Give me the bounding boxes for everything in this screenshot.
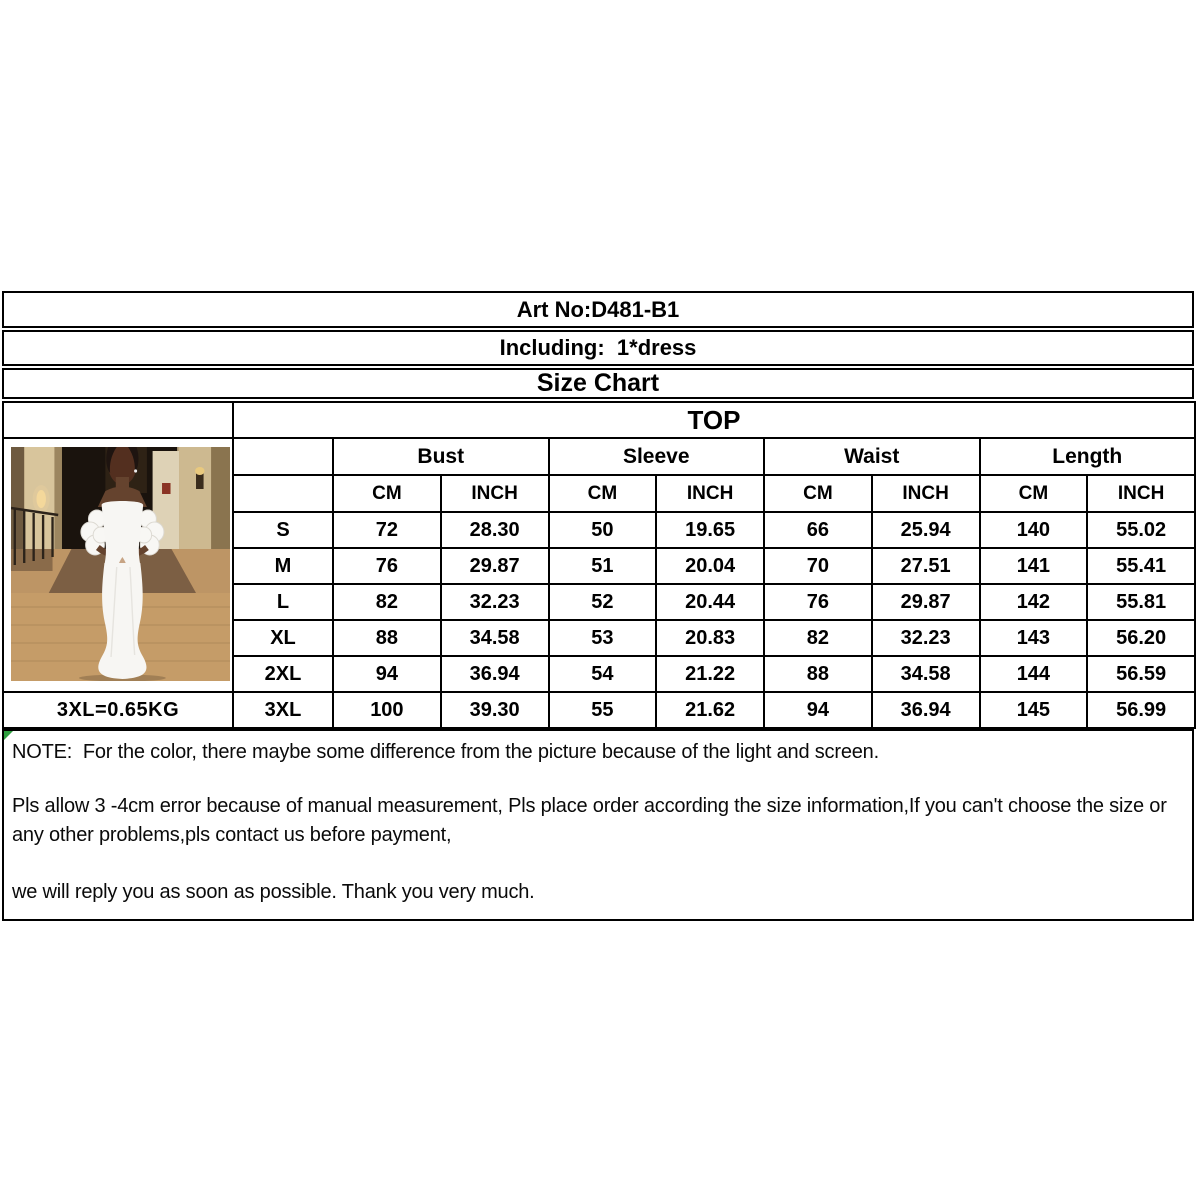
measurement-cell: 52 (549, 584, 657, 620)
unit-header-length-cm: CM (980, 475, 1088, 512)
measurement-cell: 50 (549, 512, 657, 548)
measurement-cell: 32.23 (872, 620, 980, 656)
measurement-cell: 27.51 (872, 548, 980, 584)
measurement-cell: 53 (549, 620, 657, 656)
corner-empty-cell (3, 402, 233, 438)
size-label-cell: S (233, 512, 333, 548)
size-chart-sheet (2, 291, 1194, 921)
measurement-cell: 56.20 (1087, 620, 1195, 656)
units-row-empty-cell (233, 475, 333, 512)
measurement-cell: 140 (980, 512, 1088, 548)
measurement-cell: 143 (980, 620, 1088, 656)
measurement-cell: 54 (549, 656, 657, 692)
measurement-cell: 21.62 (656, 692, 764, 728)
unit-header-bust-cm: CM (333, 475, 441, 512)
unit-header-waist-cm: CM (764, 475, 872, 512)
measurement-cell: 29.87 (441, 548, 549, 584)
measurement-cell: 55 (549, 692, 657, 728)
measurement-cell: 34.58 (441, 620, 549, 656)
measurement-cell: 56.59 (1087, 656, 1195, 692)
measurement-cell: 29.87 (872, 584, 980, 620)
size-chart-title: Size Chart (536, 369, 660, 397)
measurement-cell: 32.23 (441, 584, 549, 620)
measurement-cell: 72 (333, 512, 441, 548)
measurement-cell: 19.65 (656, 512, 764, 548)
measurement-cell: 28.30 (441, 512, 549, 548)
product-photo-illustration (11, 447, 230, 681)
measurement-cell: 88 (764, 656, 872, 692)
measurement-cell: 145 (980, 692, 1088, 728)
measurement-cell: 76 (764, 584, 872, 620)
unit-header-bust-inch: INCH (441, 475, 549, 512)
measurement-cell: 20.44 (656, 584, 764, 620)
measurement-cell: 36.94 (872, 692, 980, 728)
section-header-bust: Bust (333, 438, 549, 475)
size-chart-title-row (2, 368, 1194, 399)
size-column-header-empty (233, 438, 333, 475)
size-label-cell: L (233, 584, 333, 620)
unit-header-waist-inch: INCH (872, 475, 980, 512)
section-header-sleeve: Sleeve (549, 438, 765, 475)
measurement-cell: 82 (333, 584, 441, 620)
unit-header-sleeve-cm: CM (549, 475, 657, 512)
size-label-cell: 3XL (233, 692, 333, 728)
measurement-cell: 141 (980, 548, 1088, 584)
measurement-cell: 55.02 (1087, 512, 1195, 548)
measurement-cell: 51 (549, 548, 657, 584)
top-group-header: TOP (233, 402, 1195, 438)
measurement-cell: 20.83 (656, 620, 764, 656)
note-line-2: Pls allow 3 -4cm error because of manual measurement, Pls place order according the size information,If you can't choose the size or any other problems,pls contact us before payment, (12, 795, 1173, 846)
size-label-cell: 2XL (233, 656, 333, 692)
weight-note-cell: 3XL=0.65KG (3, 692, 233, 728)
measurement-cell: 55.41 (1087, 548, 1195, 584)
size-table-row (3, 692, 1195, 728)
note-line-3: we will reply you as soon as possible. Thank you very much. (12, 881, 535, 904)
measurement-cell: 36.94 (441, 656, 549, 692)
measurement-cell: 100 (333, 692, 441, 728)
product-photo (3, 438, 233, 692)
measurement-cell: 76 (333, 548, 441, 584)
size-label-cell: M (233, 548, 333, 584)
unit-header-sleeve-inch: INCH (656, 475, 764, 512)
measurement-cell: 39.30 (441, 692, 549, 728)
size-label-cell: XL (233, 620, 333, 656)
measurement-cell: 21.22 (656, 656, 764, 692)
unit-header-length-inch: INCH (1087, 475, 1195, 512)
measurement-cell: 142 (980, 584, 1088, 620)
including-row (2, 330, 1194, 366)
section-header-waist: Waist (764, 438, 980, 475)
measurement-cell: 34.58 (872, 656, 980, 692)
measurement-cell: 82 (764, 620, 872, 656)
including-text: Including: 1*dress (499, 335, 697, 360)
art-no-text: Art No:D481-B1 (516, 296, 680, 322)
measurement-cell: 94 (333, 656, 441, 692)
measurement-cell: 144 (980, 656, 1088, 692)
measurement-cell: 88 (333, 620, 441, 656)
green-corner-flag-icon (4, 731, 13, 740)
art-no-row (2, 291, 1194, 328)
measurement-cell: 56.99 (1087, 692, 1195, 728)
size-table (2, 401, 1196, 729)
note-line-1: NOTE: For the color, there maybe some difference from the picture because of the light and screen. (12, 741, 879, 763)
measurement-cell: 66 (764, 512, 872, 548)
measurement-cell: 55.81 (1087, 584, 1195, 620)
product-photo-frame (4, 445, 232, 685)
measurement-cell: 94 (764, 692, 872, 728)
section-header-length: Length (980, 438, 1196, 475)
measurement-cell: 20.04 (656, 548, 764, 584)
measurement-cell: 70 (764, 548, 872, 584)
note-block (2, 729, 1194, 921)
measurement-cell: 25.94 (872, 512, 980, 548)
